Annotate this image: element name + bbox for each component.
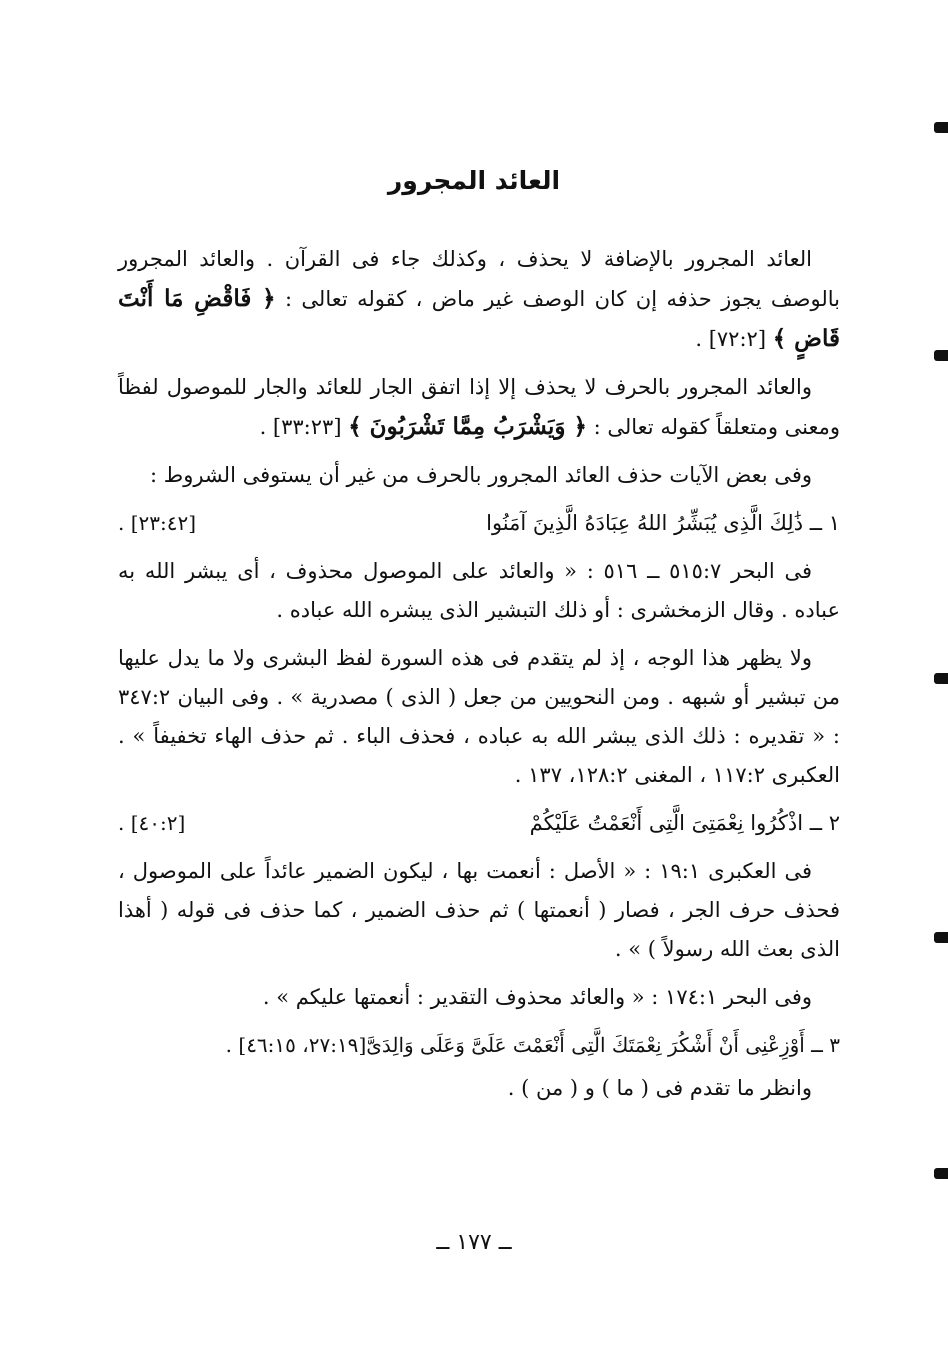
verse-ref-1: [٧٢:٢] . — [695, 327, 773, 351]
paragraph-4: فى البحر ٥١٥:٧ ــ ٥١٦ : « والعائد على الموصول محذوف ، أى يبشر الله به عباده . وقال الزمخشرى : أو ذلك التبشير الذى يبشره الله عباده . — [118, 559, 840, 622]
page-title: العائد المجرور — [387, 166, 561, 195]
paragraph-5: ولا يظهر هذا الوجه ، إذ لم يتقدم فى هذه السورة لفظ البشرى ولا ما يدل عليها من تبشير أو شبهه . ومن النحويين من جعل ( الذى ) مصدرية » . وفى البيان ٣٤٧:٢ : « تقديره : ذلك الذى يبشر الله به عباده ، فحذف الباء . ثم حذف الهاء تخفيفاً » . العكبرى ١١٧:٢ ، المغنى ١٢٨:٢، ١٣٧ . — [118, 646, 840, 787]
edge-mark — [934, 122, 948, 133]
paragraph-1 — [118, 240, 840, 359]
paragraph-7: وفى البحر ١٧٤:١ : « والعائد محذوف التقدير : أنعمتها عليكم » . — [262, 985, 812, 1009]
example-ref-2: [٤٠:٢] . — [118, 811, 186, 835]
page-body — [118, 240, 840, 1117]
quran-quote-2: ﴿ وَيَشْرَبُ مِمَّا تَشْرَبُونَ ﴾ — [348, 413, 587, 440]
paragraph-8: وانظر ما تقدم فى ( ما ) و ( من ) . — [507, 1076, 812, 1100]
paragraph-3: وفى بعض الآيات حذف العائد المجرور بالحرف من غير أن يستوفى الشروط : — [150, 463, 812, 487]
paragraph-2-text: والعائد المجرور بالحرف لا يحذف إلا إذا اتفق الجار للعائد والجار للموصول لفظاً ومعنى ومتعلقاً كقوله تعالى : — [118, 375, 840, 439]
paragraph-2 — [118, 368, 840, 447]
example-verse-1: ١ ــ ذَٰلِكَ الَّذِى يُبَشِّرُ اللهُ عِبَادَهُ الَّذِينَ آمَنُوا — [486, 511, 840, 535]
example-item-2 — [118, 804, 840, 843]
example-verse-2: ٢ ــ اذْكُرُوا نِعْمَتِىَ الَّتِى أَنْعَمْتُ عَلَيْكُمْ — [529, 811, 840, 835]
quran-quote-1: ﴿ فَاقْضِ مَا أَنْتَ قَاضٍ ﴾ — [118, 285, 840, 352]
paragraph-1-text: العائد المجرور بالإضافة لا يحذف ، وكذلك جاء فى القرآن . والعائد المجرور بالوصف يجوز حذفه إن كان الوصف غير ماض ، كقوله تعالى : — [118, 247, 840, 311]
example-ref-1: [٢٣:٤٢] . — [118, 511, 197, 535]
page-number: ــ ١٧٧ ــ — [436, 1230, 512, 1255]
edge-mark — [934, 932, 948, 943]
edge-mark — [934, 1168, 948, 1179]
example-item-1 — [118, 504, 840, 543]
edge-mark — [934, 673, 948, 684]
paragraph-6: فى العكبرى ١٩:١ : « الأصل : أنعمت بها ، ليكون الضمير عائداً على الموصول ، فحذف حرف الجر ، فصار ( أنعمتها ) ثم حذف الضمير ، كما حذف فى قوله ( أهذا الذى بعث الله رسولاً ) » . — [118, 859, 840, 961]
verse-ref-2: [٣٣:٢٣] . — [259, 415, 349, 439]
edge-mark — [934, 350, 948, 361]
example-item-3: ٣ ــ أَوْزِعْنِى أَنْ أَشْكُرَ نِعْمَتَكَ الَّتِى أَنْعَمْتَ عَلَىَّ وَعَلَى وَالِدَىَّ[٢٧:١٩، ٤٦:١٥] . — [225, 1033, 840, 1057]
